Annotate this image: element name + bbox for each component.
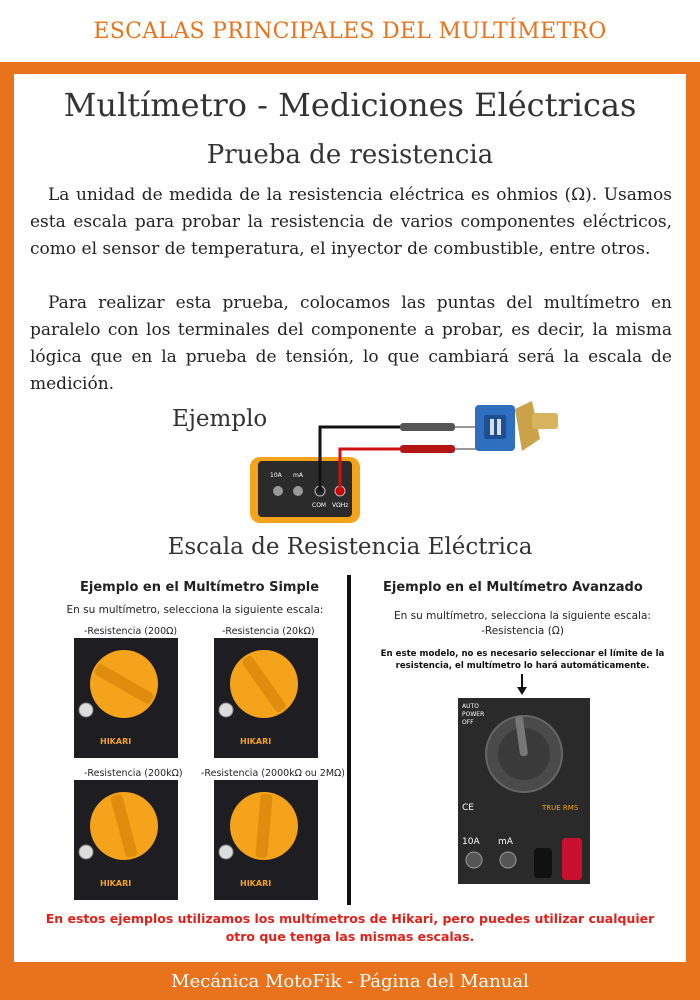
- simple-meter-title: Ejemplo en el Multímetro Simple: [80, 580, 320, 595]
- temperature-sensor-image: [475, 401, 558, 451]
- label-2000k-ohm: -Resistencia (2000kΩ ou 2MΩ): [201, 768, 346, 779]
- section-subtitle: Prueba de resistencia: [206, 140, 494, 170]
- footer-text: Mecánica MotoFik - Página del Manual: [171, 970, 529, 992]
- example-illustration: [240, 395, 560, 530]
- brand-3: HIKARI: [100, 879, 132, 888]
- meter-label-v: VΩHz: [332, 502, 349, 509]
- meter-label-ma: mA: [293, 472, 303, 479]
- brand-1: HIKARI: [100, 737, 132, 746]
- jack-ma: [293, 486, 303, 496]
- brand-2: HIKARI: [240, 737, 272, 746]
- jack-ma-label: mA: [498, 837, 513, 847]
- black-probe: [400, 423, 455, 431]
- auto-label: AUTO: [462, 703, 479, 710]
- page-title: Multímetro - Mediciones Eléctricas: [63, 86, 637, 124]
- red-plug: [562, 838, 582, 880]
- column-divider: [347, 575, 351, 905]
- true-rms-label: TRUE RMS: [542, 804, 579, 812]
- page-footer: [0, 962, 700, 1000]
- power-label: POWER: [462, 711, 485, 718]
- label-20k-ohm: -Resistencia (20kΩ): [222, 626, 315, 637]
- paragraph-unit: La unidad de medida de la resistencia eléctrica es ohmios (Ω). Usamos esta escala para probar la resistencia de varios componentes eléctricos, como el sensor de temperatura, el inyector de combustible, entre otros.: [30, 185, 672, 259]
- advanced-meter-instruction: En su multímetro, selecciona la siguiente escala:: [394, 610, 651, 622]
- paragraph-procedure: Para realizar esta prueba, colocamos las puntas del multímetro en paralelo con los terminales del componente a probar, es decir, la misma lógica que en la prueba de tensión, lo que cambiará será la escala de medición.: [30, 293, 672, 394]
- advanced-meter-scale: -Resistencia (Ω): [481, 625, 564, 637]
- advanced-meter-title: Ejemplo en el Multímetro Avanzado: [383, 580, 643, 595]
- off-label: OFF: [462, 719, 474, 726]
- black-plug: [534, 848, 552, 878]
- label-200-ohm: -Resistencia (200Ω): [84, 626, 178, 637]
- simple-meter-instruction: En su multímetro, selecciona la siguiente escala:: [66, 604, 324, 616]
- down-arrow-icon: [514, 674, 530, 696]
- advanced-meter-image: [458, 698, 590, 884]
- advanced-meter-note: En este modelo, no es necesario seleccionar el límite de la resistencia, el multímetro lo hará automáticamente.: [380, 649, 665, 671]
- example-label: Ejemplo: [172, 406, 268, 432]
- simple-meter-image-2: [214, 638, 318, 758]
- meter-label-com: COM: [312, 502, 327, 509]
- jack-10a: [273, 486, 283, 496]
- jack-10a-label: 10A: [462, 837, 480, 847]
- simple-meter-image-1: [74, 638, 178, 758]
- page-header: [0, 0, 700, 62]
- footer-note: En estos ejemplos utilizamos los multímetros de Hikari, pero puedes utilizar cualquier otro que tenga las mismas escalas.: [45, 911, 655, 944]
- simple-meter-image-4: [214, 780, 318, 900]
- meter-label-10a: 10A: [270, 472, 282, 479]
- label-200k-ohm: -Resistencia (200kΩ): [84, 768, 183, 779]
- simple-meter-image-3: [74, 780, 178, 900]
- header-title: ESCALAS PRINCIPALES DEL MULTÍMETRO: [93, 18, 607, 44]
- brand-4: HIKARI: [240, 879, 272, 888]
- scale-title: Escala de Resistencia Eléctrica: [167, 534, 533, 560]
- red-probe: [400, 445, 455, 453]
- ce-label: CE: [462, 803, 474, 813]
